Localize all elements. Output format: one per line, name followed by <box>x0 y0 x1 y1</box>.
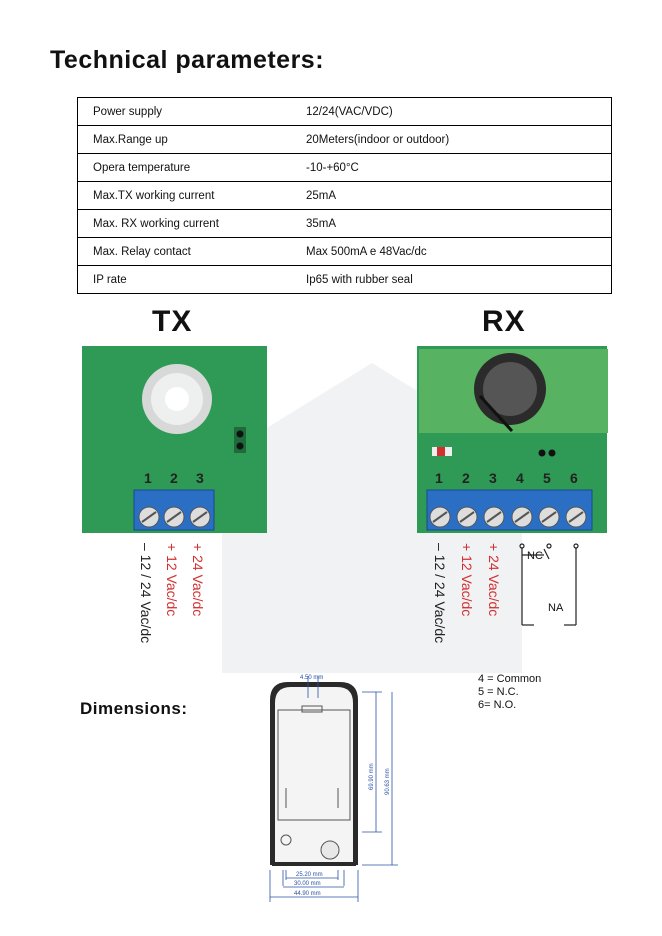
page-title: Technical parameters: <box>50 46 325 74</box>
spec-value: -10-+60°C <box>306 154 612 182</box>
tx-board <box>82 346 267 533</box>
rx-wire-12v: + 12 Vac/dc <box>459 543 475 617</box>
spec-label: Opera temperature <box>78 154 307 182</box>
terminal-number: 2 <box>462 470 470 486</box>
legend-common: 4 = Common <box>478 673 542 685</box>
spec-value: Max 500mA e 48Vac/dc <box>306 238 612 266</box>
spec-value: 20Meters(indoor or outdoor) <box>306 126 612 154</box>
spec-value: 12/24(VAC/VDC) <box>306 98 612 126</box>
legend-no: 6= N.O. <box>478 699 517 711</box>
spec-value: 25mA <box>306 182 612 210</box>
spec-row <box>78 210 612 238</box>
rx-label: RX <box>482 305 526 338</box>
device-outline <box>270 682 358 866</box>
dim-width-mid: 30.00 mm <box>294 881 321 887</box>
spec-label: Max. Relay contact <box>78 238 307 266</box>
dim-width-inner: 25.20 mm <box>296 872 323 878</box>
terminal-number: 5 <box>543 470 551 486</box>
dimensions-title: Dimensions: <box>80 699 188 718</box>
terminal-number: 1 <box>144 470 152 486</box>
spec-row <box>78 182 612 210</box>
spec-label: Max.TX working current <box>78 182 307 210</box>
spec-label: IP rate <box>78 266 307 294</box>
dim-top-gap: 4.50 mm <box>300 675 324 681</box>
spec-value: Ip65 with rubber seal <box>306 266 612 294</box>
spec-row <box>78 154 612 182</box>
tx-label: TX <box>152 305 193 338</box>
rx-wire-24v: + 24 Vac/dc <box>486 543 502 617</box>
dim-width-outer: 44.90 mm <box>294 891 321 897</box>
spec-value: 35mA <box>306 210 612 238</box>
wiring-diagram <box>82 303 608 673</box>
terminal-number: 3 <box>489 470 497 486</box>
dim-inner-height: 69.90 mm <box>369 763 375 790</box>
spec-table <box>77 97 612 294</box>
relay-legend <box>478 673 541 712</box>
spec-row <box>78 126 612 154</box>
spec-row <box>78 238 612 266</box>
spec-label: Max.Range up <box>78 126 307 154</box>
legend-nc: 5 = N.C. <box>478 686 519 698</box>
tx-wire-common: – 12 / 24 Vac/dc <box>138 543 154 644</box>
rx-wire-common: – 12 / 24 Vac/dc <box>432 543 448 644</box>
dimension-drawing <box>258 670 408 910</box>
spec-row <box>78 98 612 126</box>
terminal-number: 4 <box>516 470 524 486</box>
spec-row <box>78 266 612 294</box>
spec-label: Power supply <box>78 98 307 126</box>
dim-outer-height: 90.63 mm <box>385 768 391 795</box>
spec-label: Max. RX working current <box>78 210 307 238</box>
na-label: NA <box>548 602 564 614</box>
rx-board <box>417 346 608 533</box>
nc-label: NC <box>527 550 543 562</box>
terminal-number: 2 <box>170 470 178 486</box>
wiring-graphics <box>82 303 608 673</box>
terminal-number: 1 <box>435 470 443 486</box>
tx-wire-12v: + 12 Vac/dc <box>164 543 180 617</box>
terminal-number: 3 <box>196 470 204 486</box>
tx-wire-24v: + 24 Vac/dc <box>190 543 206 617</box>
terminal-number: 6 <box>570 470 578 486</box>
